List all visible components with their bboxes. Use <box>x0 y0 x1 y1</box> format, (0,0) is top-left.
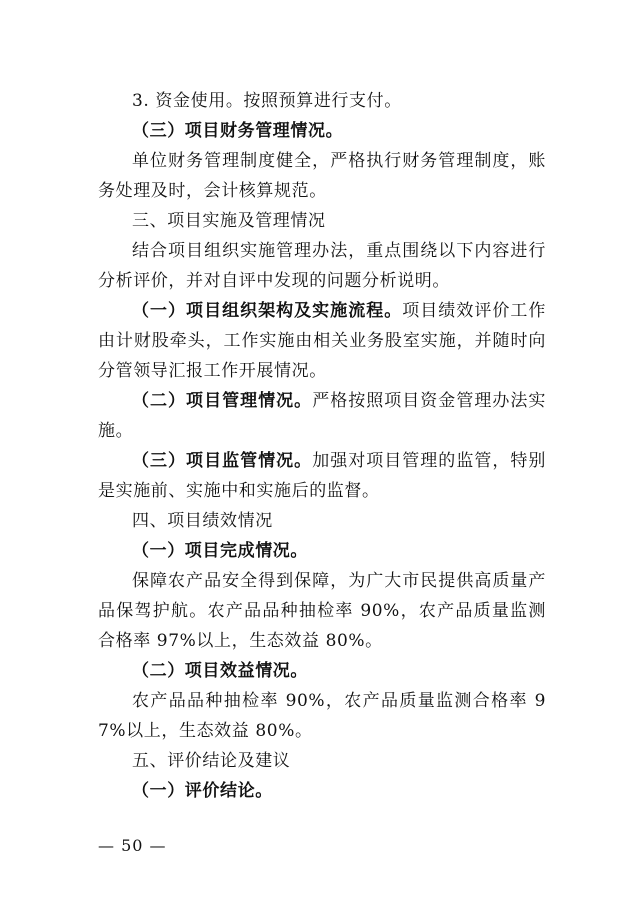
paragraph-organization <box>98 296 546 386</box>
subheading-benefits: （二）项目效益情况。 <box>132 661 308 681</box>
lead-management: （二）项目管理情况。 <box>132 391 313 411</box>
paragraph-benefits: 农产品品种抽检率 90%，农产品质量监测合格率 97%以上，生态效益 80%。 <box>98 691 546 741</box>
body-organization: 项目绩效评价工作由计财股牵头，工作实施由相关业务股室实施，并随时向分管领导汇报工作开展情况。 <box>98 301 546 381</box>
body-supervision: 加强对项目管理的监管，特别是实施前、实施中和实施后的监督。 <box>98 451 546 501</box>
paragraph-supervision <box>98 446 546 506</box>
lead-supervision: （三）项目监管情况。 <box>132 451 313 471</box>
heading-performance: 四、项目绩效情况 <box>132 511 273 531</box>
subheading-financial-management: （三）项目财务管理情况。 <box>132 121 344 141</box>
paragraph-implementation-intro: 结合项目组织实施管理办法，重点围绕以下内容进行分析评价，并对自评中发现的问题分析说明。 <box>98 241 546 291</box>
paragraph-financial-system: 单位财务管理制度健全，严格执行财务管理制度，账务处理及时，会计核算规范。 <box>98 151 546 201</box>
document-body <box>98 86 546 806</box>
heading-implementation: 三、项目实施及管理情况 <box>132 211 326 231</box>
subheading-evaluation-conclusion: （一）评价结论。 <box>132 781 273 801</box>
body-management: 严格按照项目资金管理办法实施。 <box>98 391 546 441</box>
subheading-completion: （一）项目完成情况。 <box>132 541 308 561</box>
paragraph-management <box>98 386 546 446</box>
lead-organization: （一）项目组织架构及实施流程。 <box>132 301 403 321</box>
paragraph-fund-usage: 3. 资金使用。按照预算进行支付。 <box>132 91 402 111</box>
page-number: — 50 — <box>98 836 167 855</box>
paragraph-completion: 保障农产品安全得到保障，为广大市民提供高质量产品保驾护航。农产品品种抽检率 90%，农产品质量监测合格率 97%以上，生态效益 80%。 <box>98 571 546 651</box>
heading-conclusion: 五、评价结论及建议 <box>132 751 291 771</box>
